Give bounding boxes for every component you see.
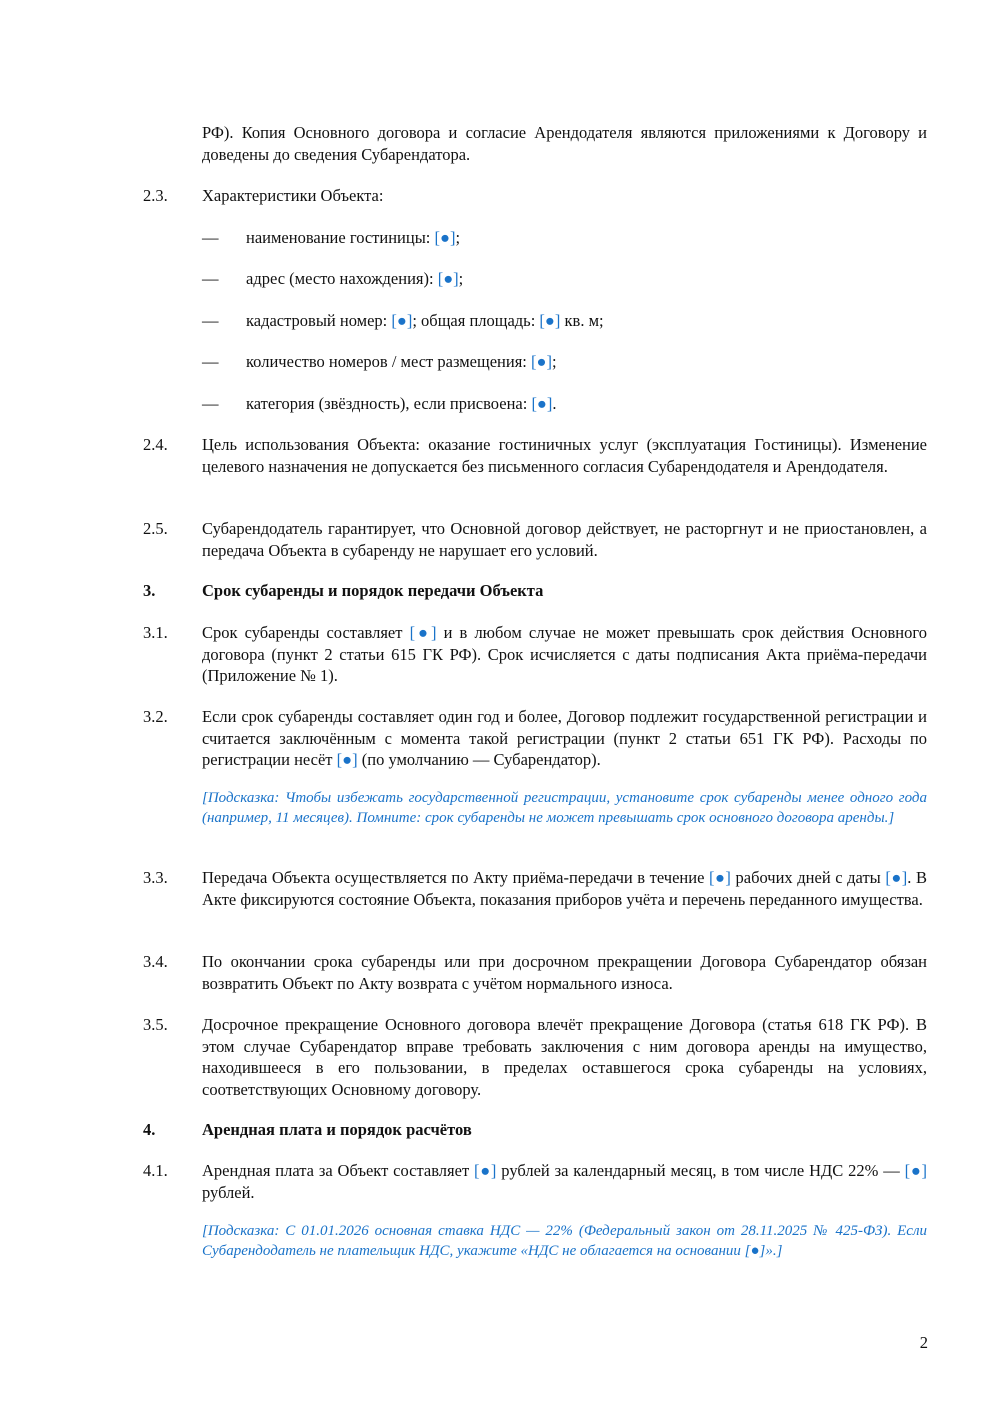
continuation-paragraph: РФ). Копия Основного договора и согласие Арендодателя являются приложениями к Договору и доведены до сведения Субарендатора.: [202, 123, 927, 164]
dash-bullet: —: [202, 394, 219, 413]
list-item-text: ; общая площадь:: [412, 311, 540, 330]
clause-text: По окончании срока субаренды или при досрочном прекращении Договора Субарендатор обязан возвратить Объект по Акту возврата с учётом нормального износа.: [202, 952, 927, 993]
clause-text: [202, 867, 927, 910]
clause-number: 2.4.: [143, 435, 168, 454]
clause-text-part: рублей за календарный месяц, в том числе НДС 22% —: [496, 1161, 905, 1180]
placeholder-field[interactable]: [●]: [531, 394, 553, 413]
clause-text: [202, 706, 927, 771]
clause-text: [202, 1160, 927, 1203]
list-item-text: .: [552, 394, 557, 413]
dash-bullet: —: [202, 269, 219, 288]
hint-note-vat: [Подсказка: С 01.01.2026 основная ставка НДС — 22% (Федеральный закон от 28.11.2025 № 425-ФЗ). Если Субарендодатель не плательщик НДС, укажите «НДС не облагается на основании [●]».]: [202, 1223, 927, 1259]
clause-text-part: Если срок субаренды составляет один год и более, Договор подлежит государственной регистрации и считается заключённым с момента такой регистрации (пункт 2 статьи 651 ГК РФ). Расходы по регистрации несёт: [202, 707, 927, 769]
clause-number: 3.1.: [143, 623, 168, 642]
page-number: 2: [919, 1333, 928, 1352]
dash-bullet: —: [202, 352, 219, 371]
clause-number: 3.2.: [143, 707, 168, 726]
placeholder-field[interactable]: [●]: [434, 228, 456, 247]
clause-text: Субарендодатель гарантирует, что Основной договор действует, не расторгнут и не приостановлен, а передача Объекта в субаренду не нарушает его условий.: [202, 519, 927, 560]
clause-text-part: (по умолчанию — Субарендатор).: [357, 750, 601, 769]
clause-text: Досрочное прекращение Основного договора влечёт прекращение Договора (статья 618 ГК РФ). В этом случае Субарендатор вправе требовать заключения с ним договора аренды на имущество, находившееся в его пользовании, в пределах оставшегося срока субаренды на условиях, соответствующих Основному договору.: [202, 1015, 927, 1099]
placeholder-field[interactable]: [●]: [391, 311, 413, 330]
list-item-text: количество номеров / мест размещения:: [246, 352, 531, 371]
clause-number: 2.3.: [143, 186, 168, 205]
clause-text: Цель использования Объекта: оказание гостиничных услуг (эксплуатация Гостиницы). Изменение целевого назначения не допускается без письменного согласия Субарендодателя и Арендодателя.: [202, 435, 927, 476]
section-title: Арендная плата и порядок расчётов: [202, 1120, 472, 1139]
clause-text-part: . В Акте фиксируются состояние Объекта, показания приборов учёта и перечень переданного имущества.: [202, 868, 927, 909]
list-item-text: адрес (место нахождения):: [246, 269, 438, 288]
clause-text-part: рублей.: [202, 1182, 255, 1202]
clause-text-part: Передача Объекта осуществляется по Акту приёма-передачи в течение: [202, 868, 709, 887]
placeholder-field[interactable]: [●]: [409, 623, 437, 642]
clause-number: 3.4.: [143, 952, 168, 971]
section-number: 3.: [143, 581, 156, 600]
list-item-text: кадастровый номер:: [246, 311, 392, 330]
placeholder-field[interactable]: [●]: [336, 750, 358, 769]
list-item-text: наименование гостиницы:: [246, 228, 435, 247]
placeholder-field[interactable]: [●]: [437, 269, 459, 288]
clause-text-part: Срок субаренды составляет: [202, 623, 410, 642]
placeholder-field[interactable]: [●]: [474, 1161, 497, 1180]
list-item-text: ;: [455, 228, 461, 247]
placeholder-field[interactable]: [●]: [539, 311, 561, 330]
clause-text-part: рабочих дней с даты: [730, 868, 886, 887]
list-item-text: ;: [458, 269, 464, 288]
clause-number: 3.3.: [143, 868, 168, 887]
clause-text-part: и в любом случае не может превышать срок действия Основного договора (пункт 2 статьи 615 ГК РФ). Срок исчисляется с даты подписания Акта приёма-передачи (Приложение № 1).: [202, 623, 927, 685]
dash-bullet: —: [202, 311, 219, 330]
hint-note-registration: [Подсказка: Чтобы избежать государственной регистрации, установите срок субаренды менее одного года (например, 11 месяцев). Помните: срок субаренды не может превышать срок основного договора аренды.]: [202, 790, 927, 826]
dash-bullet: —: [202, 228, 219, 247]
list-item-text: категория (звёздность), если присвоена:: [246, 394, 532, 413]
clause-text-part: Арендная плата за Объект составляет: [202, 1161, 475, 1180]
list-item-text: кв. м;: [560, 311, 604, 330]
section-number: 4.: [143, 1120, 156, 1139]
clause-number: 4.1.: [143, 1161, 168, 1180]
placeholder-field[interactable]: [●]: [885, 868, 908, 887]
clause-number: 3.5.: [143, 1015, 168, 1034]
clause-text: [202, 622, 927, 687]
clause-number: 2.5.: [143, 519, 168, 538]
clause-text: Характеристики Объекта:: [202, 186, 384, 205]
placeholder-field[interactable]: [●]: [531, 352, 552, 371]
placeholder-field[interactable]: [●]: [709, 868, 731, 887]
section-title: Срок субаренды и порядок передачи Объекта: [202, 581, 544, 600]
list-item-text: ;: [551, 352, 557, 371]
placeholder-field[interactable]: [●]: [904, 1161, 928, 1180]
